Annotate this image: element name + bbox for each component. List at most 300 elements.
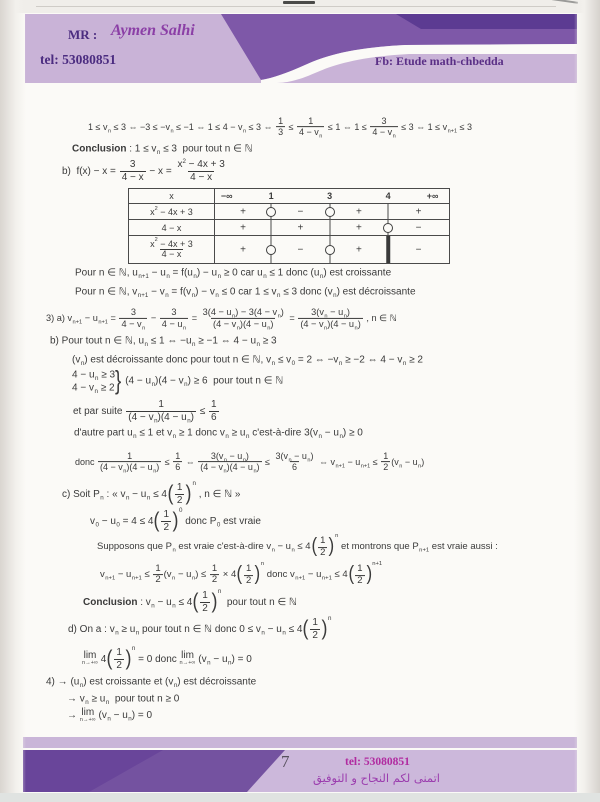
math-subscript: n	[261, 629, 265, 636]
math-text: 2	[320, 547, 326, 558]
math-var-base: u	[181, 411, 187, 423]
fraction-numerator	[276, 116, 285, 126]
math-text: )	[421, 457, 425, 467]
math-var-base: v	[314, 127, 319, 138]
math-text: ) est décroissante	[336, 286, 416, 298]
table-zero-circle	[266, 207, 276, 217]
fraction-denominator	[173, 462, 182, 473]
math-text: ≤ 0 car 1 ≤	[218, 286, 272, 298]
math-line	[100, 563, 382, 587]
fraction-numerator	[209, 399, 219, 411]
fraction-numerator	[244, 564, 253, 575]
math-superscript: 2	[182, 158, 186, 166]
math-var	[149, 412, 158, 424]
fraction-denominator	[153, 575, 162, 587]
fraction-numerator	[153, 564, 162, 575]
math-var	[256, 624, 265, 635]
math-var-base: u	[160, 267, 166, 279]
fraction-numerator	[175, 482, 185, 494]
math-var	[118, 462, 127, 475]
math-fraction	[370, 116, 397, 138]
math-text: 4 − x	[161, 249, 182, 259]
table-row-label	[129, 236, 215, 263]
math-text: 2	[202, 602, 208, 614]
math-var-base: v	[159, 286, 165, 298]
open-paren: (	[167, 482, 174, 506]
math-var-base: v	[319, 306, 324, 317]
math-subscript: n	[253, 469, 257, 475]
math-subscript: n	[173, 682, 178, 689]
math-subscript: n	[288, 457, 292, 464]
math-text: (	[195, 653, 202, 665]
math-text: 1	[155, 562, 161, 574]
math-fraction	[310, 617, 320, 641]
close-paren: )	[211, 590, 218, 614]
math-text: ≤	[370, 457, 381, 467]
fraction-denominator	[161, 521, 171, 534]
math-subscript: n	[223, 457, 228, 464]
math-var-base: v	[266, 541, 272, 553]
math-subscript: n	[243, 128, 247, 135]
header-phone: tel: 53080851	[40, 52, 117, 67]
math-subscript: n	[207, 659, 211, 666]
math-var	[92, 313, 108, 326]
table-sign: +	[240, 206, 246, 217]
math-text: 4 −	[161, 318, 178, 329]
math-bold-text: Conclusion	[72, 143, 127, 155]
fraction-denominator	[310, 629, 320, 642]
math-var-base: v	[271, 286, 277, 298]
table-sign: +	[415, 206, 422, 217]
math-subscript: n	[144, 341, 148, 348]
fraction-numerator	[175, 159, 226, 171]
table-tick: 1	[268, 191, 274, 201]
math-text: ≤	[162, 457, 173, 467]
math-var	[186, 287, 195, 298]
math-text: )	[245, 451, 249, 462]
footer-phone: tel: 53080851	[345, 756, 410, 768]
math-exponent: n	[217, 588, 222, 595]
math-text: : 1 ≤	[126, 143, 152, 155]
footer-decoration	[23, 750, 577, 792]
fraction-denominator	[381, 462, 390, 473]
paren-content	[174, 482, 186, 506]
math-subscript: n+1	[321, 576, 332, 582]
math-subscript: n	[115, 629, 119, 636]
page-right-edge	[574, 0, 600, 802]
math-text: = 0 donc	[135, 653, 180, 665]
math-var-base: u	[261, 318, 267, 329]
math-var	[238, 122, 247, 135]
math-var	[333, 355, 342, 366]
math-var	[160, 268, 170, 279]
math-exponent: n	[327, 615, 332, 622]
math-var-base: v	[109, 623, 115, 635]
paren-content	[317, 535, 328, 559]
math-subscript: n	[128, 716, 132, 723]
math-var	[219, 463, 227, 473]
math-var	[412, 457, 425, 470]
math-text: 6	[292, 462, 298, 473]
math-var-base: v	[132, 286, 138, 298]
math-text: −	[402, 457, 413, 467]
math-text: 4 −	[72, 382, 89, 393]
fraction-numerator	[125, 451, 134, 461]
math-text: 2	[176, 494, 183, 506]
table-row-values	[215, 236, 449, 263]
math-var-base: v	[397, 354, 403, 366]
math-var	[276, 624, 286, 635]
math-subscript: n	[291, 548, 295, 554]
math-var-base: u	[333, 427, 339, 439]
math-subscript: n	[282, 629, 286, 636]
math-var	[93, 489, 104, 500]
math-subscript: n	[184, 381, 188, 388]
math-subscript: n	[153, 468, 157, 475]
fraction-denominator	[98, 461, 161, 475]
math-line	[82, 647, 252, 671]
math-subscript: n+1	[447, 128, 458, 135]
math-subscript: n	[125, 494, 130, 501]
math-var	[130, 624, 140, 635]
math-text: 2	[245, 575, 252, 586]
math-var-base: u	[226, 306, 232, 317]
math-var-base: u	[92, 313, 98, 323]
math-var-base: v	[100, 569, 105, 581]
math-text: ≤ 4	[285, 623, 303, 635]
math-var-base: u	[129, 623, 136, 635]
fraction-numerator	[310, 617, 320, 629]
math-text: et montrons que	[338, 541, 413, 553]
math-text: donc	[75, 457, 98, 467]
math-text: ≤ 1 ⇔ 1 ≤	[325, 122, 370, 132]
math-text: ≥	[228, 427, 240, 439]
math-var-base: u	[88, 369, 95, 380]
math-fraction	[173, 451, 182, 473]
math-text: ⇔	[316, 457, 331, 467]
math-text: ≥ 2	[406, 354, 423, 366]
math-text: ≥ 3	[259, 335, 277, 347]
math-text: ≤ 4	[331, 569, 348, 581]
math-subscript: n	[133, 433, 137, 440]
table-sign: +	[240, 222, 246, 233]
math-var-base: u	[110, 515, 116, 527]
math-var-base: u	[237, 451, 243, 462]
fraction-numerator	[200, 590, 210, 602]
math-text: ≥ 3	[98, 369, 116, 380]
math-text: (4 −	[122, 375, 146, 387]
math-var	[286, 542, 295, 553]
math-var	[349, 319, 358, 330]
math-text: (4 −	[100, 462, 119, 473]
math-var-base: v	[231, 318, 237, 329]
math-var	[132, 287, 148, 298]
math-text: c) Soit	[62, 488, 94, 500]
table-sign: +	[240, 244, 246, 255]
math-subscript: n	[172, 548, 176, 554]
math-var	[126, 570, 142, 581]
fraction-numerator	[274, 451, 316, 464]
math-var	[146, 376, 156, 387]
math-var-base: P	[93, 488, 100, 500]
math-var	[120, 489, 129, 500]
math-subscript: n	[166, 273, 170, 280]
math-var-base: v	[394, 457, 399, 467]
math-paren-group	[311, 535, 339, 559]
math-fraction	[200, 590, 210, 614]
math-var	[355, 457, 371, 470]
math-text: ≥	[88, 693, 100, 705]
math-subscript: n+1	[105, 576, 116, 582]
table-sign: +	[355, 206, 362, 217]
paren-content	[113, 647, 125, 671]
table-tick: +∞	[426, 191, 439, 201]
math-line	[62, 159, 228, 183]
math-line	[62, 482, 240, 506]
math-var	[412, 542, 429, 553]
limit-word: lim	[81, 707, 95, 719]
fraction-numerator	[306, 116, 315, 126]
math-var	[80, 694, 89, 705]
fraction-numerator	[114, 647, 124, 659]
table-sign: −	[297, 206, 304, 217]
math-text: 6	[175, 462, 181, 473]
table-tick: 3	[327, 191, 333, 201]
math-text: ≥ 2	[97, 382, 115, 393]
math-var-base: u	[177, 318, 183, 329]
math-paren-group	[348, 563, 383, 587]
math-text: )	[310, 451, 314, 462]
math-text: −	[291, 451, 302, 462]
math-var	[89, 381, 98, 394]
math-var-base: P	[209, 515, 217, 527]
math-limit	[80, 708, 96, 724]
math-subscript: n	[338, 360, 343, 367]
math-text: 2	[357, 575, 363, 586]
header-facebook: Fb: Etude math-chbedda	[375, 54, 504, 68]
math-subscript: n	[319, 273, 324, 280]
math-fraction	[201, 307, 286, 329]
math-var-base: u	[316, 569, 322, 581]
math-var	[220, 428, 229, 439]
math-text: 3(	[275, 451, 284, 462]
math-var	[226, 307, 235, 318]
math-var-base: v	[79, 693, 85, 705]
math-subscript: n+1	[72, 319, 83, 326]
math-text: 4 − x	[190, 171, 213, 183]
math-subscript: n	[232, 313, 236, 320]
fraction-denominator	[298, 318, 362, 330]
math-text: 1	[308, 116, 314, 127]
math-text: 2	[116, 659, 122, 671]
math-subscript: n	[156, 149, 161, 156]
math-text: 2	[383, 462, 389, 473]
paren-content	[160, 509, 172, 533]
math-var	[328, 287, 337, 298]
math-text: , n ∈ ℕ	[363, 312, 398, 323]
math-line	[46, 307, 397, 329]
math-text: ) −	[196, 267, 212, 279]
footer-accent-strip	[23, 737, 577, 748]
math-text: 4) → (	[46, 676, 74, 688]
math-subscript: n+1	[98, 319, 108, 326]
math-text: 3	[129, 159, 136, 170]
math-text: 1	[175, 451, 181, 462]
fraction-numerator	[209, 451, 251, 464]
math-text: ) est croissante et (	[83, 676, 169, 688]
math-var-base: u	[247, 462, 253, 473]
math-text: 1	[211, 562, 218, 574]
fraction-denominator	[297, 126, 324, 140]
math-text: 1	[312, 617, 318, 628]
math-var	[314, 268, 324, 279]
limit-under: n→+∞	[82, 660, 98, 667]
math-var	[218, 451, 228, 464]
open-paren: (	[106, 647, 113, 671]
math-var	[286, 355, 295, 366]
math-var-base: u	[285, 541, 291, 553]
math-var-base: v	[151, 143, 157, 155]
math-text: )	[190, 411, 194, 423]
math-fraction	[198, 451, 261, 473]
math-text: 1	[245, 563, 252, 575]
math-var-base: u	[348, 318, 355, 329]
math-text: ≤	[286, 122, 297, 132]
math-var-base: u	[221, 653, 228, 665]
math-var	[313, 428, 322, 439]
limit-word: lim	[83, 650, 97, 662]
math-subscript: n	[307, 457, 311, 464]
math-var-base: v	[283, 451, 289, 462]
fraction-denominator	[211, 318, 275, 330]
math-text: ≤	[262, 457, 273, 467]
open-paren: (	[192, 590, 199, 614]
math-var	[151, 144, 160, 155]
math-text: 2	[312, 629, 318, 641]
math-subscript: n	[318, 433, 322, 440]
math-text: ≥ 1 donc	[176, 427, 220, 439]
math-text: ≤ 3 ⇔ −3 ≤ −	[111, 122, 166, 132]
math-subscript: n	[142, 325, 146, 331]
math-paren-group	[153, 509, 182, 533]
math-text: ≤ 3 ⇔ 1 ≤	[398, 122, 443, 132]
math-subscript: n	[263, 273, 267, 280]
math-var-base: u	[145, 375, 152, 387]
math-var-base: v	[137, 318, 142, 329]
math-var-base: v	[167, 427, 173, 439]
math-var	[132, 268, 149, 279]
math-text: ) ≤	[195, 569, 209, 581]
math-var-base: v	[165, 122, 170, 132]
table-double-bar	[386, 236, 390, 263]
math-exponent: n	[192, 480, 196, 487]
math-text: −	[210, 653, 222, 665]
math-line	[97, 535, 498, 559]
math-var-base: v	[387, 127, 393, 138]
math-text: −	[154, 596, 167, 608]
math-line	[68, 617, 331, 641]
math-text: x	[150, 206, 155, 217]
fraction-numerator	[309, 307, 352, 318]
math-subscript: n	[242, 457, 246, 464]
math-var-base: v	[166, 569, 172, 581]
math-text: ≤ 1 et	[136, 427, 168, 439]
math-var-base: v	[75, 354, 81, 366]
fraction-denominator	[160, 318, 188, 330]
math-subscript: n	[277, 313, 281, 320]
math-text: 3(	[210, 451, 219, 462]
math-var-base: v	[120, 488, 126, 500]
open-paren: (	[311, 535, 317, 558]
math-var-base: v	[209, 286, 215, 298]
math-var	[232, 319, 240, 330]
math-bold-text: Conclusion	[83, 596, 138, 608]
math-text: ) = 0	[231, 653, 252, 665]
math-text: b) f(x) − x =	[62, 165, 119, 177]
math-var	[319, 307, 327, 318]
math-fraction	[244, 564, 253, 587]
math-var	[110, 624, 119, 635]
math-subscript: n	[154, 417, 158, 424]
math-var	[257, 268, 267, 279]
math-var	[283, 451, 292, 464]
math-var	[74, 677, 84, 688]
math-var-base: u	[73, 676, 80, 688]
math-subscript: 0	[291, 360, 296, 367]
math-line	[72, 367, 283, 396]
math-line	[75, 451, 424, 473]
math-text: )(4 −	[157, 411, 182, 423]
math-text: ≤ 3 donc (	[280, 286, 328, 298]
math-text: ≤	[197, 405, 209, 417]
table-x-label: x	[129, 189, 215, 203]
math-var-base: v	[101, 710, 107, 722]
table-row-values	[215, 220, 449, 235]
math-text: 1	[278, 116, 284, 127]
math-line	[50, 336, 277, 347]
math-text: = f(	[168, 286, 187, 298]
math-subscript: n	[85, 699, 89, 706]
sign-table-row	[129, 219, 449, 235]
math-text: ≤ 3 pour tout n ∈ ℕ	[160, 143, 253, 155]
math-subscript: n	[100, 494, 104, 501]
math-text: 4 −	[121, 318, 138, 329]
math-subscript: n	[343, 313, 347, 320]
math-fraction	[114, 647, 124, 671]
math-line	[67, 708, 152, 724]
math-text: )(4 −	[239, 318, 262, 329]
math-var	[271, 287, 280, 298]
open-paren: (	[236, 563, 243, 586]
math-text: , n ∈ ℕ »	[195, 488, 241, 500]
math-var	[90, 516, 99, 527]
math-text: 1	[158, 399, 164, 410]
math-text: −	[345, 457, 356, 467]
math-text: donc	[264, 569, 291, 581]
math-text: ≤	[141, 569, 153, 581]
table-zero-circle	[325, 207, 335, 217]
math-var	[186, 570, 195, 581]
math-paren-group	[236, 563, 264, 587]
math-text: x	[177, 159, 183, 170]
paren-content	[199, 590, 211, 614]
math-text: −	[321, 427, 334, 439]
fraction-numerator	[169, 307, 178, 318]
fraction-numerator	[129, 307, 138, 318]
math-var-base: u	[412, 457, 418, 467]
limit-under: n→+∞	[79, 717, 96, 724]
math-var	[160, 287, 169, 298]
